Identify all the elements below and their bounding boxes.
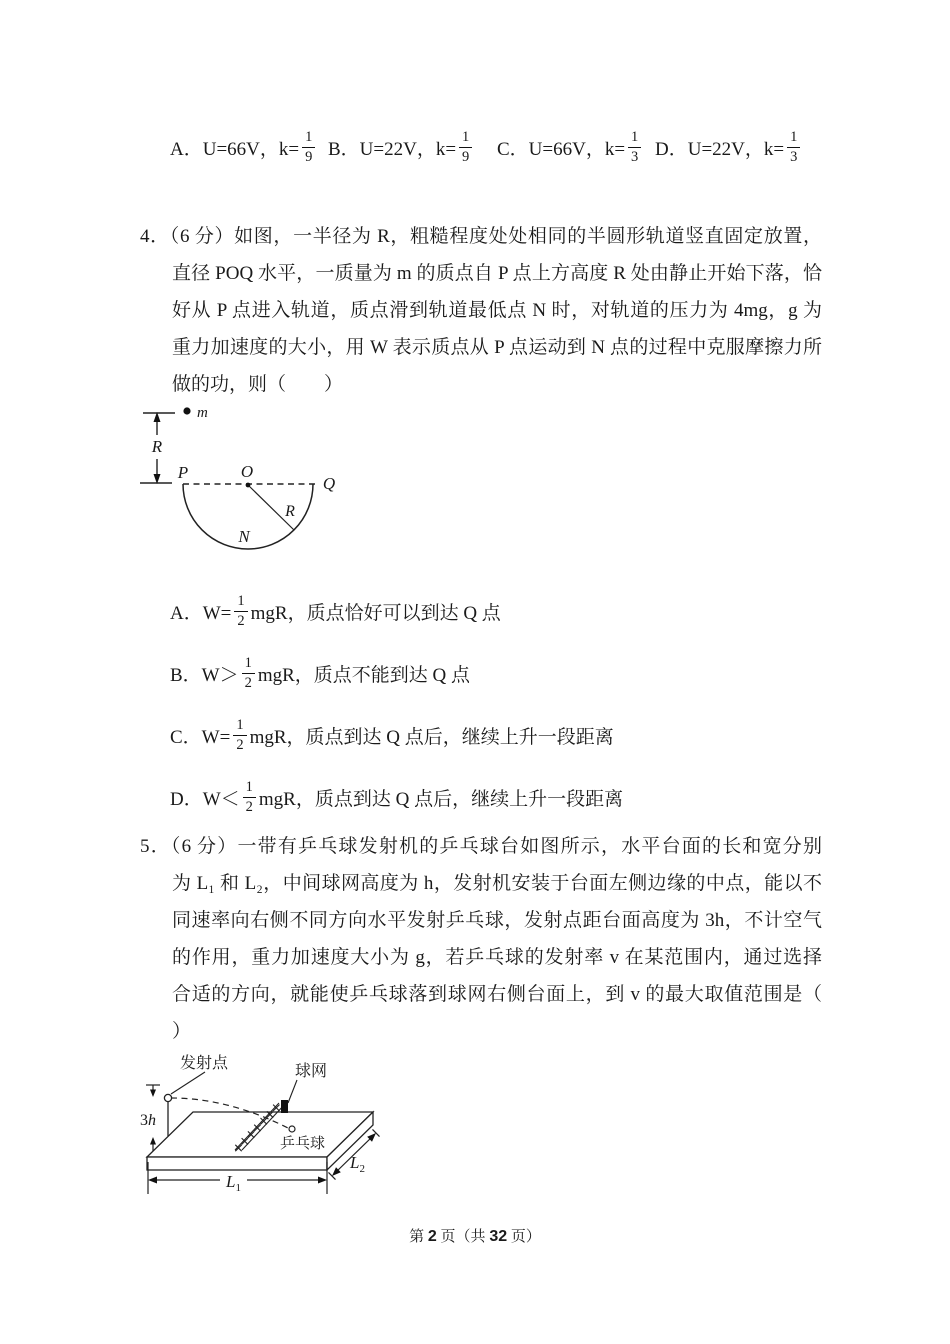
fraction-denominator: 2 xyxy=(245,798,253,815)
fraction-numerator: 1 xyxy=(233,717,246,735)
q4-option-a xyxy=(170,588,501,634)
text-line: 的作用，重力加速度大小为 g，若乒乓球的发射率 v 在某范围内，通过选择 xyxy=(172,947,822,968)
q4-option-d-pre: D．W＜ xyxy=(170,788,240,810)
table-width-label: $L_2$ xyxy=(350,1153,365,1175)
fraction-denominator: 3 xyxy=(631,148,639,165)
q4-option-c-pre: C．W= xyxy=(170,726,231,748)
q4-option-b-post: mgR，质点不能到达 Q 点 xyxy=(257,664,471,686)
fraction-numerator: 1 xyxy=(242,655,255,673)
text-line: 5．（6 分）一带有乒乓球发射机的乒乓球台如图所示，水平台面的长和宽分别 xyxy=(140,836,822,857)
q3-option-a-text: A．U=66V，k= xyxy=(170,138,300,160)
question4-text xyxy=(140,218,822,403)
fraction-numerator: 1 xyxy=(628,129,641,147)
q4-option-c-post: mgR，质点到达 Q 点后，继续上升一段距离 xyxy=(249,726,614,748)
launch-label-pointer xyxy=(171,1072,205,1094)
page-number: 2 xyxy=(427,1228,437,1245)
center-o-label: O xyxy=(240,462,254,481)
q3-option-c xyxy=(497,124,644,170)
text-line: 重力加速度的大小，用 W 表示质点从 P 点运动到 N 点的过程中克服摩擦力所 xyxy=(172,337,822,358)
ball-label: 乒乓球 xyxy=(280,1136,326,1152)
footer-text: 第 xyxy=(409,1229,428,1245)
radius-label: R xyxy=(285,503,295,520)
q4-option-a-pre: A．W= xyxy=(170,602,232,624)
launch-point-dot xyxy=(164,1094,171,1101)
center-dot xyxy=(246,483,251,488)
q4-option-a-post: mgR，质点恰好可以到达 Q 点 xyxy=(250,602,501,624)
point-q-label: Q xyxy=(322,474,336,493)
q4-option-b-pre: B．W＞ xyxy=(170,664,239,686)
q4-option-d xyxy=(170,774,623,820)
text-line: 好从 P 点进入轨道，质点滑到轨道最低点 N 时，对轨道的压力为 4mg，g 为 xyxy=(172,300,822,321)
mass-label: m xyxy=(197,405,208,421)
q3-option-d xyxy=(655,124,803,170)
fraction-numerator: 1 xyxy=(459,129,472,147)
mass-dot xyxy=(183,407,190,414)
q5-table-diagram xyxy=(135,1048,395,1200)
ball-dot xyxy=(289,1126,295,1132)
fraction-denominator: 2 xyxy=(237,612,245,629)
page-footer xyxy=(0,1224,950,1250)
fraction-numerator: 1 xyxy=(787,129,800,147)
total-pages: 32 xyxy=(489,1228,508,1245)
text-line: 做的功，则（ ） xyxy=(172,374,344,395)
fraction xyxy=(628,129,641,164)
fraction-denominator: 3 xyxy=(790,148,798,165)
fraction-denominator: 2 xyxy=(244,674,252,691)
table-front-edge xyxy=(147,1157,327,1170)
arrowhead-left xyxy=(148,1177,157,1184)
fraction-numerator: 1 xyxy=(234,593,247,611)
fraction xyxy=(234,593,247,628)
fraction-numerator: 1 xyxy=(302,129,315,147)
arrowhead-right xyxy=(318,1177,327,1184)
arrowhead-down xyxy=(150,1090,156,1098)
fraction-denominator: 9 xyxy=(305,148,313,165)
q3-option-a xyxy=(170,124,318,170)
q3-option-c-text: C．U=66V，k= xyxy=(497,138,626,160)
q3-option-b xyxy=(328,124,475,170)
fraction xyxy=(233,717,246,752)
launch-point-label: 发射点 xyxy=(180,1055,229,1072)
footer-text: 页） xyxy=(507,1229,541,1245)
drop-height-label: R xyxy=(151,437,163,456)
fraction xyxy=(787,129,800,164)
fraction-denominator: 9 xyxy=(462,148,470,165)
footer-text: 页（共 xyxy=(436,1229,490,1245)
table-length-label: $L_1$ xyxy=(226,1172,241,1194)
q4-option-c xyxy=(170,712,614,758)
net-post-cap xyxy=(281,1100,288,1113)
net-label-pointer xyxy=(288,1080,297,1103)
question5-text xyxy=(140,828,822,1050)
text-line: 合适的方向，就能使乒乓球落到球网右侧台面上，到 v 的最大取值范围是（ xyxy=(172,984,822,1005)
text-line: 直径 POQ 水平，一质量为 m 的质点自 P 点上方高度 R 处由静止开始下落，恰 xyxy=(172,263,822,284)
q4-option-d-post: mgR，质点到达 Q 点后，继续上升一段距离 xyxy=(258,788,624,810)
point-p-label: P xyxy=(177,463,189,482)
fraction-denominator: 2 xyxy=(236,736,244,753)
point-n-label: N xyxy=(238,527,250,546)
text-line: 4．（6 分）如图，一半径为 R，粗糙程度处处相同的半圆形轨道竖直固定放置， xyxy=(140,226,822,247)
q3-option-d-text: D．U=22V，k= xyxy=(655,138,785,160)
fraction xyxy=(459,129,472,164)
q4-option-b xyxy=(170,650,470,696)
fraction xyxy=(302,129,315,164)
text-line: 为 L₁ 和 L₂，中间球网高度为 h，发射机安装于台面左侧边缘的中点，能以不 xyxy=(172,873,822,894)
text-line: ） xyxy=(172,1021,192,1042)
arrowhead-up xyxy=(150,1137,156,1145)
launch-height-label: 3h xyxy=(140,1112,156,1129)
fraction xyxy=(242,655,255,690)
text-line: 同速率向右侧不同方向水平发射乒乓球，发射点距台面高度为 3h，不计空气 xyxy=(172,910,822,931)
net-label: 球网 xyxy=(295,1063,328,1080)
q4-semicircle-diagram xyxy=(140,398,350,563)
fraction-numerator: 1 xyxy=(243,779,256,797)
fraction xyxy=(243,779,256,814)
q3-option-b-text: B．U=22V，k= xyxy=(328,138,457,160)
